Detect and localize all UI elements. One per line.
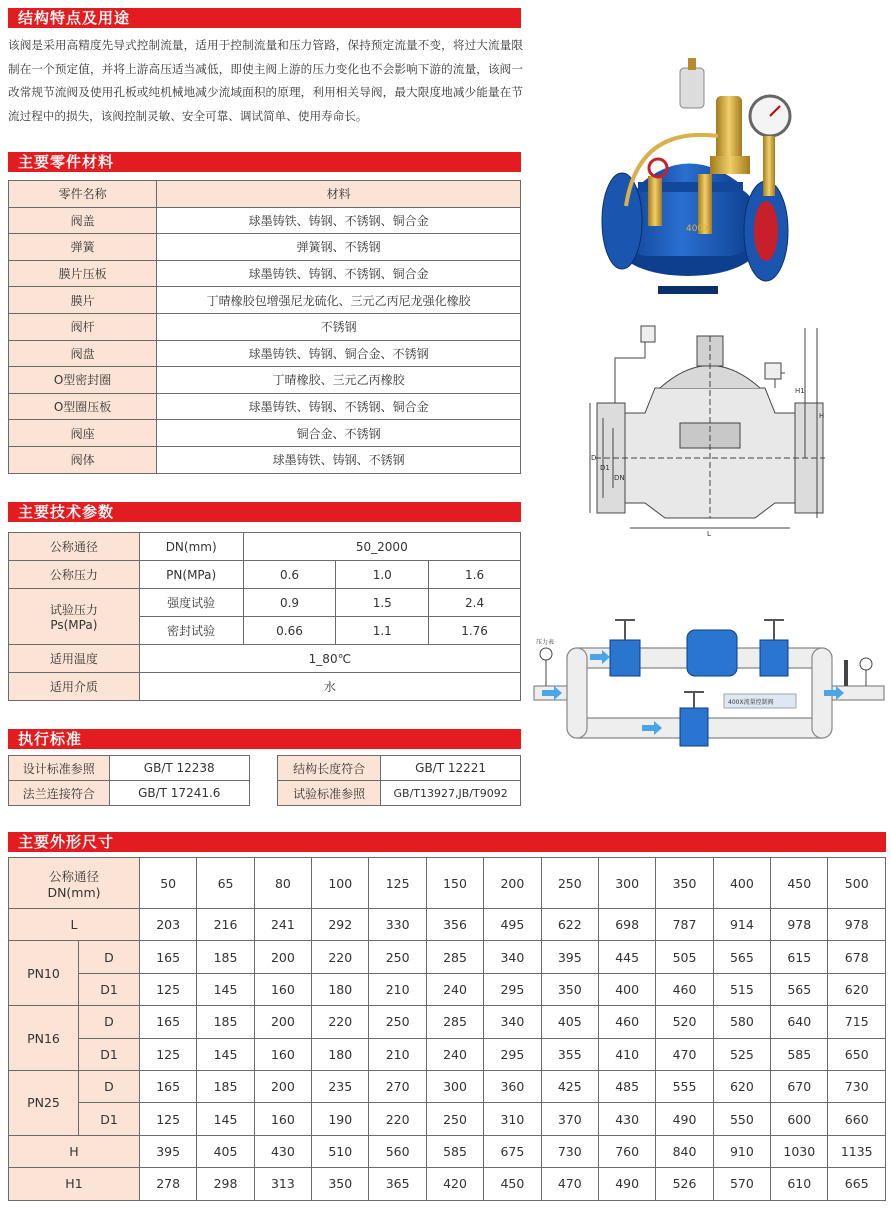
dim-value: 730	[541, 1135, 598, 1167]
dn-value: 500	[828, 858, 886, 909]
dim-value: 185	[197, 1070, 254, 1102]
standard-value: GB/T 12238	[109, 756, 250, 781]
dim-value: 370	[541, 1103, 598, 1135]
dim-value: 520	[656, 1006, 713, 1038]
dn-value: 125	[369, 858, 426, 909]
dim-sub-label: D1	[78, 973, 139, 1005]
dim-value: 240	[426, 1038, 483, 1070]
dim-sub-label: D	[78, 941, 139, 973]
dn-value: 250	[541, 858, 598, 909]
dim-value: 180	[312, 973, 369, 1005]
part-name: 阀座	[9, 420, 157, 447]
dim-value: 525	[713, 1038, 770, 1070]
dim-value: 165	[139, 941, 196, 973]
materials-row	[9, 367, 521, 394]
standards-table-right	[277, 755, 521, 806]
pn-value: 0.6	[243, 561, 336, 589]
dim-row-pn25-d1	[9, 1103, 886, 1135]
dim-row-h1	[9, 1168, 886, 1200]
dim-value: 400	[598, 973, 655, 1005]
dim-value: 145	[197, 1038, 254, 1070]
seal-value: 1.1	[336, 617, 429, 645]
dim-value: 526	[656, 1168, 713, 1200]
dim-value: 185	[197, 941, 254, 973]
materials-row	[9, 287, 521, 314]
dim-value: 565	[713, 941, 770, 973]
part-name: 弹簧	[9, 234, 157, 261]
dim-value: 125	[139, 973, 196, 1005]
dim-value: 235	[312, 1070, 369, 1102]
dim-value: 250	[369, 941, 426, 973]
l-label: L	[9, 909, 140, 941]
dn-value: 450	[771, 858, 828, 909]
part-material: 球墨铸铁、铸钢、不锈钢	[157, 446, 521, 473]
dim-value: 425	[541, 1070, 598, 1102]
dim-value: 420	[426, 1168, 483, 1200]
valve-casting-text: 400X	[686, 224, 710, 234]
dn-value: 200	[484, 858, 541, 909]
standard-label: 设计标准参照	[9, 756, 110, 781]
installation-diagram	[532, 610, 887, 750]
dim-value: 395	[139, 1135, 196, 1167]
dn-value: 300	[598, 858, 655, 909]
dim-value: 340	[484, 1006, 541, 1038]
dim-value: 600	[771, 1103, 828, 1135]
section-drawing	[585, 318, 830, 538]
dn-value: 65	[197, 858, 254, 909]
dim-row-pn16-d1	[9, 1038, 886, 1070]
dim-value: 220	[369, 1103, 426, 1135]
dim-value: 190	[312, 1103, 369, 1135]
dim-value: 622	[541, 909, 598, 941]
dim-value: 395	[541, 941, 598, 973]
nominal-diameter-label: 公称通径	[9, 533, 140, 561]
pn-value: 1.0	[336, 561, 429, 589]
dim-value: 555	[656, 1070, 713, 1102]
dim-value: 210	[369, 1038, 426, 1070]
dim-label-d: D	[591, 454, 597, 462]
part-material: 球墨铸铁、铸钢、不锈钢、铜合金	[157, 260, 521, 287]
dim-value: 365	[369, 1168, 426, 1200]
dim-value: 585	[426, 1135, 483, 1167]
seal-test-label: 密封试验	[139, 617, 243, 645]
nominal-pressure-label: 公称压力	[9, 561, 140, 589]
dim-label-h: H	[819, 412, 825, 420]
dim-value: 285	[426, 941, 483, 973]
dim-label-l: L	[707, 530, 711, 538]
strength-value: 0.9	[243, 589, 336, 617]
dim-value: 203	[139, 909, 196, 941]
dim-value: 450	[484, 1168, 541, 1200]
dim-value: 505	[656, 941, 713, 973]
dim-value: 914	[713, 909, 770, 941]
dim-value: 978	[828, 909, 886, 941]
materials-row	[9, 207, 521, 234]
standard-label: 结构长度符合	[278, 756, 381, 781]
dim-value: 460	[656, 973, 713, 1005]
medium-value: 水	[139, 673, 520, 701]
dim-value: 675	[484, 1135, 541, 1167]
pn-group-label: PN25	[9, 1070, 79, 1135]
standards-table-left	[8, 755, 250, 806]
part-material: 铜合金、不锈钢	[157, 420, 521, 447]
dim-value: 160	[254, 973, 311, 1005]
dim-value: 295	[484, 1038, 541, 1070]
dn-value: 80	[254, 858, 311, 909]
part-material: 球墨铸铁、铸钢、不锈钢、铜合金	[157, 393, 521, 420]
flow-valve-callout: 400X流量控制阀	[728, 699, 774, 706]
temp-label: 适用温度	[9, 645, 140, 673]
dim-label-dn: DN	[614, 474, 625, 482]
dim-value: 340	[484, 941, 541, 973]
materials-row	[9, 393, 521, 420]
dim-value: 490	[598, 1168, 655, 1200]
section-title-materials: 主要零件材料	[8, 152, 521, 172]
tech-params-table	[8, 532, 521, 701]
dim-value: 405	[197, 1135, 254, 1167]
dim-value: 250	[369, 1006, 426, 1038]
dim-label-d1: D1	[600, 464, 610, 472]
part-name: O型密封圈	[9, 367, 157, 394]
materials-row	[9, 446, 521, 473]
dim-value: 160	[254, 1038, 311, 1070]
dim-value: 185	[197, 1006, 254, 1038]
pn-unit: PN(MPa)	[139, 561, 243, 589]
valve-photo	[598, 56, 798, 296]
dim-value: 310	[484, 1103, 541, 1135]
dim-value: 125	[139, 1038, 196, 1070]
dim-value: 910	[713, 1135, 770, 1167]
dim-value: 200	[254, 1070, 311, 1102]
dn-value: 150	[426, 858, 483, 909]
section-title-tech: 主要技术参数	[8, 502, 521, 522]
dim-value: 1030	[771, 1135, 828, 1167]
part-name: 阀体	[9, 446, 157, 473]
dim-row-pn10-d1	[9, 973, 886, 1005]
dim-value: 445	[598, 941, 655, 973]
dim-value: 670	[771, 1070, 828, 1102]
dim-value: 270	[369, 1070, 426, 1102]
dim-value: 292	[312, 909, 369, 941]
dim-row-pn25-d	[9, 1070, 886, 1102]
dim-header-row	[9, 858, 886, 909]
part-material: 不锈钢	[157, 313, 521, 340]
section-title-features: 结构特点及用途	[8, 8, 521, 28]
dim-value: 313	[254, 1168, 311, 1200]
dim-value: 360	[484, 1070, 541, 1102]
seal-value: 0.66	[243, 617, 336, 645]
dim-value: 350	[312, 1168, 369, 1200]
materials-header-cell: 零件名称	[9, 181, 157, 208]
dim-value: 640	[771, 1006, 828, 1038]
materials-row	[9, 340, 521, 367]
dim-value: 145	[197, 1103, 254, 1135]
dim-sub-label: D	[78, 1070, 139, 1102]
dim-value: 620	[828, 973, 886, 1005]
dim-value: 405	[541, 1006, 598, 1038]
part-material: 丁晴橡胶、三元乙丙橡胶	[157, 367, 521, 394]
strength-test-label: 强度试验	[139, 589, 243, 617]
materials-row	[9, 420, 521, 447]
dim-value: 165	[139, 1070, 196, 1102]
pn-group-label: PN10	[9, 941, 79, 1006]
dim-value: 650	[828, 1038, 886, 1070]
part-material: 球墨铸铁、铸钢、铜合金、不锈钢	[157, 340, 521, 367]
dim-sub-label: D	[78, 1006, 139, 1038]
dim-value: 410	[598, 1038, 655, 1070]
standard-value: GB/T 12221	[381, 756, 521, 781]
dim-sub-label: D1	[78, 1038, 139, 1070]
dim-value: 298	[197, 1168, 254, 1200]
dim-value: 216	[197, 909, 254, 941]
dn-value: 350	[656, 858, 713, 909]
dim-value: 460	[598, 1006, 655, 1038]
dim-value: 610	[771, 1168, 828, 1200]
dn-header: 公称通径 DN(mm)	[9, 858, 140, 909]
strength-value: 2.4	[429, 589, 521, 617]
dim-value: 250	[426, 1103, 483, 1135]
dim-row-pn16-d	[9, 1006, 886, 1038]
dim-value: 485	[598, 1070, 655, 1102]
section-title-standards: 执行标准	[8, 729, 521, 749]
dim-value: 620	[713, 1070, 770, 1102]
materials-header-cell: 材料	[157, 181, 521, 208]
materials-table	[8, 180, 521, 474]
test-pressure-label	[9, 589, 140, 645]
description-paragraph: 该阀是采用高精度先导式控制流量，适用于控制流量和压力管路，保持预定流量不变，将过大流量限制在一个预定值，并将上游高压适当减低，即使主阀上游的压力变化也不会影响下游的流量，该阀一改常规节流阀及使用孔板或纯机械地减少流域面积的原理，利用相关导阀，最大限度地减少能量在节流过程中的损失，该阀控制灵敏、安全可靠、调试简单、使用寿命长。	[8, 38, 523, 123]
dim-value: 295	[484, 973, 541, 1005]
dim-row-h	[9, 1135, 886, 1167]
dim-value: 490	[656, 1103, 713, 1135]
dn-value: 100	[312, 858, 369, 909]
dim-value: 330	[369, 909, 426, 941]
pressure-gauge-label: 压力表	[536, 639, 555, 646]
dim-value: 241	[254, 909, 311, 941]
dim-value: 495	[484, 909, 541, 941]
dim-value: 678	[828, 941, 886, 973]
dn-range: 50_2000	[243, 533, 520, 561]
dim-value: 180	[312, 1038, 369, 1070]
standard-label: 试验标准参照	[278, 781, 381, 806]
dim-value: 760	[598, 1135, 655, 1167]
dim-value: 430	[598, 1103, 655, 1135]
medium-label: 适用介质	[9, 673, 140, 701]
dim-sub-label: D1	[78, 1103, 139, 1135]
dim-value: 165	[139, 1006, 196, 1038]
dim-value: 470	[656, 1038, 713, 1070]
dim-value: 660	[828, 1103, 886, 1135]
dim-value: 585	[771, 1038, 828, 1070]
dim-value: 430	[254, 1135, 311, 1167]
strength-value: 1.5	[336, 589, 429, 617]
temp-value: 1_80℃	[139, 645, 520, 673]
dim-value: 787	[656, 909, 713, 941]
standard-value: GB/T13927,JB/T9092	[381, 781, 521, 806]
dim-value: 200	[254, 1006, 311, 1038]
dn-value: 400	[713, 858, 770, 909]
dim-value: 515	[713, 973, 770, 1005]
part-name: 膜片	[9, 287, 157, 314]
test-pressure-unit: Ps(MPa)	[50, 618, 98, 632]
part-name: 阀盖	[9, 207, 157, 234]
dim-value: 615	[771, 941, 828, 973]
dim-value: 125	[139, 1103, 196, 1135]
part-name: 膜片压板	[9, 260, 157, 287]
seal-value: 1.76	[429, 617, 521, 645]
h1-label: H1	[9, 1168, 140, 1200]
dim-value: 665	[828, 1168, 886, 1200]
dim-value: 565	[771, 973, 828, 1005]
dim-value: 570	[713, 1168, 770, 1200]
part-material: 球墨铸铁、铸钢、不锈钢、铜合金	[157, 207, 521, 234]
dim-value: 560	[369, 1135, 426, 1167]
dim-value: 350	[541, 973, 598, 1005]
dn-value: 50	[139, 858, 196, 909]
dn-unit: DN(mm)	[139, 533, 243, 561]
dim-value: 210	[369, 973, 426, 1005]
dim-value: 355	[541, 1038, 598, 1070]
dim-value: 730	[828, 1070, 886, 1102]
pn-value: 1.6	[429, 561, 521, 589]
standard-label: 法兰连接符合	[9, 781, 110, 806]
dim-value: 220	[312, 941, 369, 973]
dim-value: 356	[426, 909, 483, 941]
dim-value: 1135	[828, 1135, 886, 1167]
dim-value: 145	[197, 973, 254, 1005]
h-label: H	[9, 1135, 140, 1167]
section-title-dimensions: 主要外形尺寸	[8, 832, 886, 852]
part-name: 阀盘	[9, 340, 157, 367]
dim-value: 285	[426, 1006, 483, 1038]
test-pressure-title: 试验压力	[49, 603, 98, 617]
materials-row	[9, 313, 521, 340]
dim-value: 698	[598, 909, 655, 941]
dim-value: 715	[828, 1006, 886, 1038]
dimensions-table	[8, 857, 886, 1201]
dim-value: 840	[656, 1135, 713, 1167]
part-material: 丁晴橡胶包增强尼龙硫化、三元乙丙尼龙强化橡胶	[157, 287, 521, 314]
dim-value: 550	[713, 1103, 770, 1135]
dim-row-l	[9, 909, 886, 941]
dim-value: 470	[541, 1168, 598, 1200]
standard-value: GB/T 17241.6	[109, 781, 250, 806]
dim-value: 580	[713, 1006, 770, 1038]
part-name: 阀杆	[9, 313, 157, 340]
part-material: 弹簧钢、不锈钢	[157, 234, 521, 261]
dim-row-pn10-d	[9, 941, 886, 973]
dim-value: 220	[312, 1006, 369, 1038]
pn-group-label: PN16	[9, 1006, 79, 1071]
dim-value: 300	[426, 1070, 483, 1102]
materials-row	[9, 234, 521, 261]
dim-value: 510	[312, 1135, 369, 1167]
materials-row	[9, 260, 521, 287]
part-name: O型圈压板	[9, 393, 157, 420]
dim-value: 278	[139, 1168, 196, 1200]
dim-value: 978	[771, 909, 828, 941]
dim-value: 200	[254, 941, 311, 973]
dim-label-h1: H1	[795, 387, 805, 395]
dim-value: 160	[254, 1103, 311, 1135]
dim-value: 240	[426, 973, 483, 1005]
